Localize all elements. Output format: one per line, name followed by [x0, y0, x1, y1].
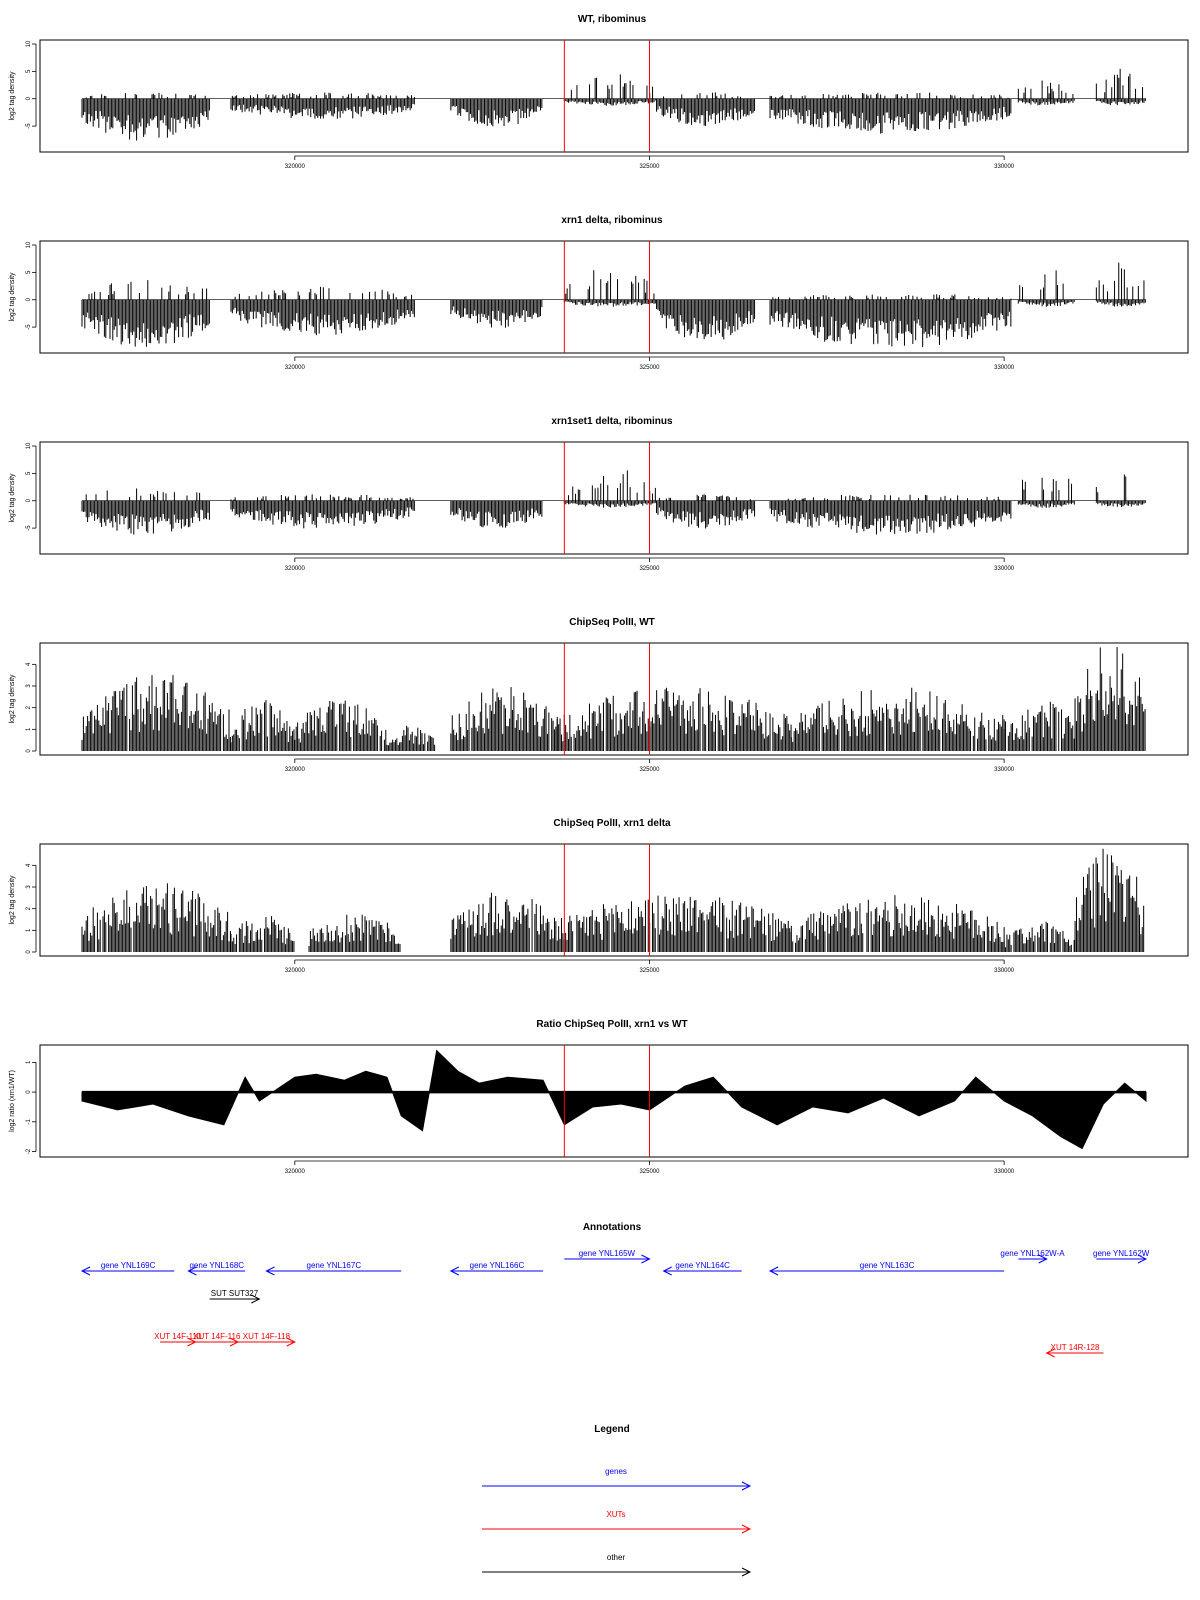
signal-block: [770, 294, 1011, 347]
y-tick-label: 0: [26, 97, 32, 101]
y-tick-label: -5: [26, 525, 32, 531]
signal-block: [82, 280, 209, 347]
legend-entry-xut: [482, 1510, 750, 1533]
y-axis-label: log2 tag density: [9, 272, 16, 322]
x-tick-label: 320000: [284, 968, 305, 974]
y-tick-label: -2: [26, 1148, 32, 1155]
series-wt: [82, 69, 1146, 141]
y-tick-label: 5: [26, 69, 32, 74]
annotation-gene: [82, 1261, 174, 1275]
y-tick-label: 0: [26, 298, 32, 302]
annotation-gene: [266, 1261, 401, 1275]
y-axis-label: log2 tag density: [9, 71, 16, 121]
plot-frame: [40, 442, 1188, 554]
annotation-label: XUT 14F-118: [242, 1332, 291, 1341]
annotations-title: Annotations: [582, 1222, 642, 1233]
annotation-xut: [193, 1332, 241, 1346]
annotation-label: XUT 14F-110: [154, 1332, 202, 1341]
annotation-label: XUT 14R-128: [1050, 1343, 1100, 1352]
y-axis-label: log2 ratio (xrn1/WT): [9, 1070, 16, 1132]
annotation-gene: [1093, 1249, 1150, 1263]
panel-title: WT, ribominus: [577, 14, 647, 25]
chart-panel-chip_wt: [9, 617, 1188, 773]
annotation-label: gene YNL169C: [100, 1261, 156, 1270]
annotation-gene: [664, 1261, 742, 1275]
panel-title: ChipSeq PolII, WT: [569, 617, 655, 628]
signal-block: [231, 494, 414, 528]
signal-block: [82, 93, 209, 141]
y-tick-label: 2: [26, 906, 32, 911]
annotation-label: gene YNL167C: [306, 1261, 362, 1270]
x-tick-label: 330000: [994, 566, 1015, 572]
x-tick-label: 325000: [639, 1169, 660, 1175]
chart-panel-wt: [9, 14, 1188, 170]
x-tick-label: 330000: [994, 365, 1015, 371]
signal-block: [451, 893, 557, 952]
y-tick-label: 0: [26, 950, 32, 954]
annotation-gene: [1000, 1249, 1065, 1263]
annotation-label: gene YNL165W: [578, 1249, 636, 1258]
y-tick-label: 0: [26, 499, 32, 503]
signal-block: [82, 675, 230, 751]
annotation-gene: [564, 1249, 649, 1263]
signal-block: [559, 896, 791, 952]
x-tick-label: 320000: [284, 365, 305, 371]
signal-block: [231, 916, 294, 952]
signal-block: [1096, 69, 1145, 105]
x-tick-label: 330000: [994, 1169, 1015, 1175]
legend-entry-other: [482, 1553, 750, 1576]
x-tick-label: 325000: [639, 566, 660, 572]
y-tick-label: -5: [26, 123, 32, 129]
annotation-xut: [1047, 1343, 1104, 1357]
y-tick-label: 5: [26, 471, 32, 476]
chart-panel-chip_xrn1: [9, 818, 1188, 974]
y-tick-label: 3: [26, 885, 32, 889]
x-tick-label: 330000: [994, 968, 1015, 974]
legend-entry-gene: [482, 1467, 750, 1490]
x-tick-label: 325000: [639, 365, 660, 371]
y-tick-label: -5: [26, 324, 32, 330]
y-axis-label: log2 tag density: [9, 473, 16, 523]
y-tick-label: 1: [26, 928, 32, 933]
signal-block: [451, 99, 542, 127]
annotation-label: XUT 14F-116: [193, 1332, 241, 1341]
signal-block: [231, 700, 294, 751]
legend-label: XUTs: [606, 1510, 626, 1519]
ratio-area: [82, 1050, 1146, 1148]
y-tick-label: 0: [26, 1090, 32, 1094]
signal-block: [1004, 922, 1074, 952]
signal-block: [295, 700, 386, 751]
legend-label: other: [606, 1553, 626, 1562]
annotation-other: [210, 1289, 260, 1303]
panel-title: ChipSeq PolII, xrn1 delta: [553, 818, 671, 829]
signal-block: [1004, 702, 1074, 751]
legend-label: genes: [605, 1467, 627, 1476]
signal-block: [82, 488, 209, 534]
signal-block: [309, 915, 400, 952]
y-tick-label: 1: [26, 727, 32, 732]
annotation-label: gene YNL164C: [675, 1261, 730, 1270]
plot-frame: [40, 40, 1188, 152]
x-tick-label: 320000: [284, 566, 305, 572]
annotation-label: gene YNL162W-A: [1000, 1249, 1065, 1258]
annotation-gene: [451, 1261, 543, 1275]
signal-block: [564, 470, 655, 507]
series-ratio: [82, 1050, 1146, 1148]
signal-block: [657, 494, 755, 528]
y-tick-label: 10: [26, 241, 32, 249]
signal-block: [564, 74, 655, 105]
signal-block: [387, 726, 435, 751]
x-tick-label: 320000: [284, 164, 305, 170]
signal-block: [1018, 478, 1074, 508]
signal-block: [791, 895, 1004, 952]
y-tick-label: 3: [26, 684, 32, 688]
annotation-label: gene YNL168C: [189, 1261, 245, 1270]
signal-block: [1018, 81, 1074, 106]
series-xrn1: [82, 263, 1146, 347]
plot-frame: [40, 241, 1188, 353]
x-tick-label: 325000: [639, 164, 660, 170]
signal-block: [451, 687, 557, 751]
signal-block: [231, 93, 414, 119]
signal-block: [791, 688, 1004, 751]
signal-block: [1075, 647, 1145, 751]
signal-block: [1075, 849, 1144, 952]
signal-block: [1096, 474, 1145, 506]
y-tick-label: 2: [26, 705, 32, 710]
annotation-label: SUT SUT327: [210, 1289, 259, 1298]
signal-block: [564, 270, 655, 307]
panel-title: xrn1set1 delta, ribominus: [551, 416, 673, 427]
signal-block: [1018, 270, 1074, 306]
panel-title: Ratio ChipSeq PolII, xrn1 vs WT: [536, 1019, 688, 1030]
y-tick-label: 4: [26, 863, 32, 868]
x-tick-label: 320000: [284, 1169, 305, 1175]
y-tick-label: 10: [26, 442, 32, 450]
annotation-gene: [188, 1261, 245, 1275]
annotation-label: gene YNL162W: [1093, 1249, 1150, 1258]
legend-panel: [482, 1424, 750, 1576]
signal-block: [451, 501, 542, 528]
x-tick-label: 320000: [284, 767, 305, 773]
signal-block: [451, 300, 542, 328]
x-tick-label: 325000: [639, 968, 660, 974]
annotation-label: gene YNL163C: [859, 1261, 915, 1270]
annotation-gene: [770, 1261, 1004, 1275]
y-tick-label: 5: [26, 270, 32, 275]
y-tick-label: 1: [26, 1060, 32, 1065]
annotation-label: gene YNL166C: [469, 1261, 525, 1270]
x-tick-label: 330000: [994, 767, 1015, 773]
panels-group: [9, 14, 1188, 1175]
y-tick-label: -1: [26, 1119, 32, 1125]
y-axis-label: log2 tag density: [9, 674, 16, 724]
signal-block: [231, 287, 414, 335]
panel-title: xrn1 delta, ribominus: [561, 215, 663, 226]
y-tick-label: 10: [26, 40, 32, 48]
legend-title: Legend: [594, 1424, 630, 1435]
series-chip_xrn1: [82, 849, 1144, 952]
series-chip_wt: [82, 647, 1145, 751]
signal-block: [557, 688, 791, 751]
annotations-panel: [82, 1222, 1150, 1357]
x-tick-label: 330000: [994, 164, 1015, 170]
y-tick-label: 0: [26, 749, 32, 753]
x-tick-label: 325000: [639, 767, 660, 773]
series-xrn1set1: [82, 470, 1146, 534]
chart-panel-ratio: [9, 1019, 1188, 1175]
y-axis-label: log2 tag density: [9, 875, 16, 925]
chart-panel-xrn1: [9, 215, 1188, 371]
signal-block: [657, 92, 755, 126]
y-tick-label: 4: [26, 662, 32, 667]
signal-block: [657, 300, 755, 340]
signal-block: [82, 883, 230, 952]
chart-panel-xrn1set1: [9, 416, 1188, 572]
annotation-xut: [238, 1332, 295, 1346]
